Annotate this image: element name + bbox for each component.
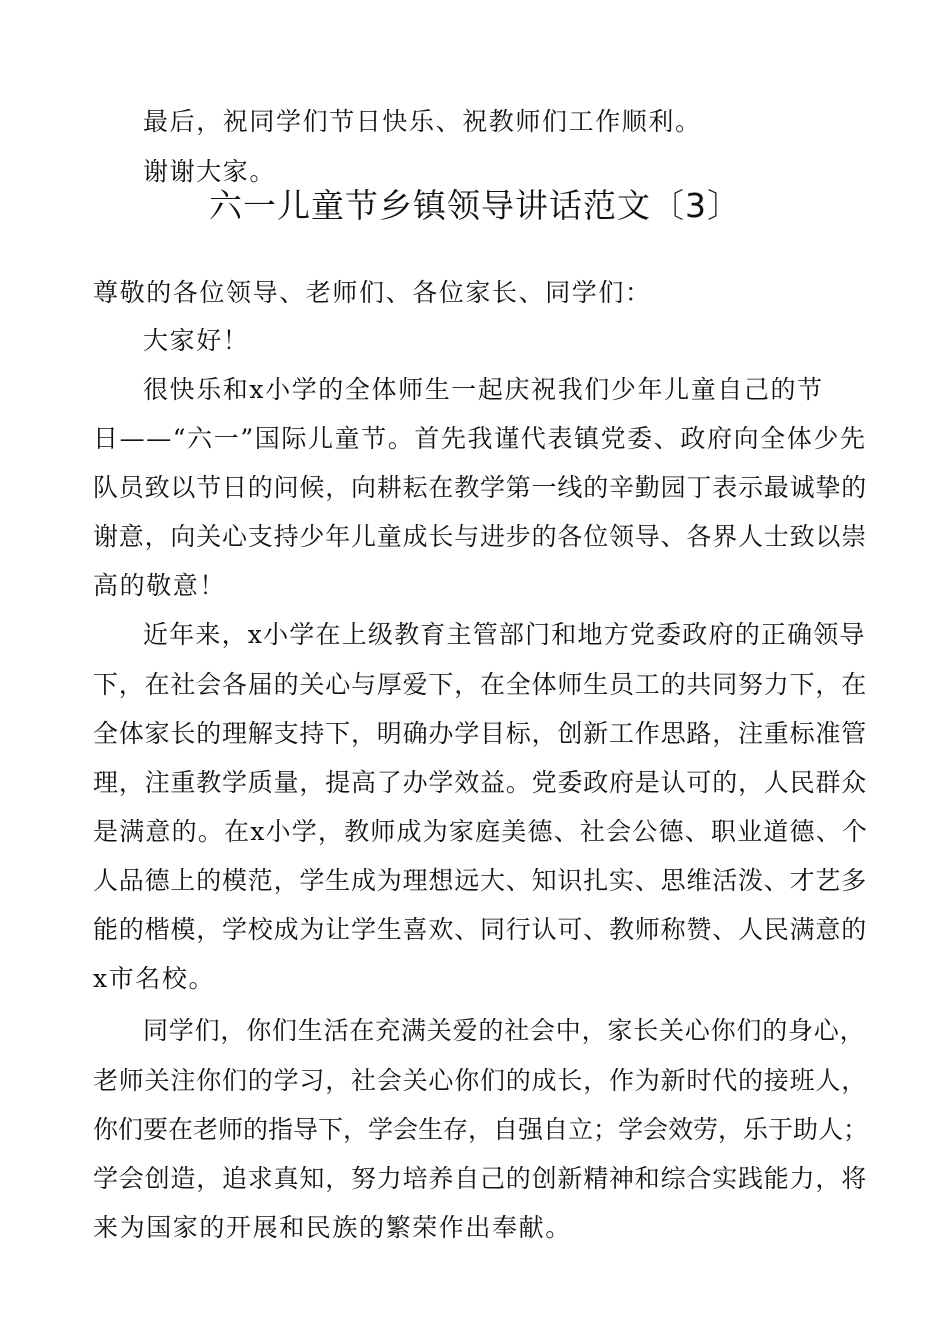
paragraph-2-line: 近年来，x小学在上级教育主管部门和地方党委政府的正确领导 [143, 620, 866, 649]
paragraph-3-line: 同学们，你们生活在充满关爱的社会中，家长关心你们的身心， [143, 1016, 866, 1045]
paragraph-3-line: 学会创造，追求真知，努力培养自己的创新精神和综合实践能力，将 [93, 1164, 868, 1193]
closing-thanks-line: 谢谢大家。 [143, 157, 277, 186]
paragraph-2-line: 下，在社会各届的关心与厚爱下，在全体师生员工的共同努力下，在 [93, 670, 868, 699]
paragraph-1-line: 日——“六一”国际儿童节。首先我谨代表镇党委、政府向全体少先 [93, 424, 867, 453]
paragraph-2-line: x市名校。 [93, 964, 216, 993]
paragraph-1-line: 谢意，向关心支持少年儿童成长与进步的各位领导、各界人士致以崇 [93, 522, 868, 551]
document-title: 六一儿童节乡镇领导讲话范文〔3〕 [209, 186, 741, 225]
paragraph-1-line: 很快乐和x小学的全体师生一起庆祝我们少年儿童自己的节 [143, 375, 824, 404]
paragraph-3-line: 你们要在老师的指导下，学会生存，自强自立；学会效劳，乐于助人； [93, 1115, 869, 1144]
paragraph-1-line: 队员致以节日的问候，向耕耘在教学第一线的辛勤园丁表示最诚挚的 [93, 473, 868, 502]
closing-wishes-line: 最后，祝同学们节日快乐、祝教师们工作顺利。 [143, 107, 702, 136]
paragraph-2-line: 理，注重教学质量，提高了办学效益。党委政府是认可的，人民群众 [93, 768, 868, 797]
paragraph-2-line: 能的楷模，学校成为让学生喜欢、同行认可、教师称赞、人民满意的 [93, 915, 868, 944]
paragraph-2-line: 是满意的。在x小学，教师成为家庭美德、社会公德、职业道德、个 [93, 817, 869, 846]
paragraph-2-line: 全体家长的理解支持下，明确办学目标，创新工作思路，注重标准管 [93, 719, 868, 748]
greeting: 大家好！ [143, 326, 250, 355]
paragraph-3-line: 老师关注你们的学习，社会关心你们的成长，作为新时代的接班人， [93, 1066, 868, 1095]
paragraph-2-line: 人品德上的模范，学生成为理想远大、知识扎实、思维活泼、才艺多 [93, 866, 868, 895]
paragraph-3-line: 来为国家的开展和民族的繁荣作出奉献。 [93, 1213, 572, 1242]
salutation: 尊敬的各位领导、老师们、各位家长、同学们： [93, 278, 652, 307]
paragraph-1-line: 高的敬意！ [93, 571, 227, 600]
